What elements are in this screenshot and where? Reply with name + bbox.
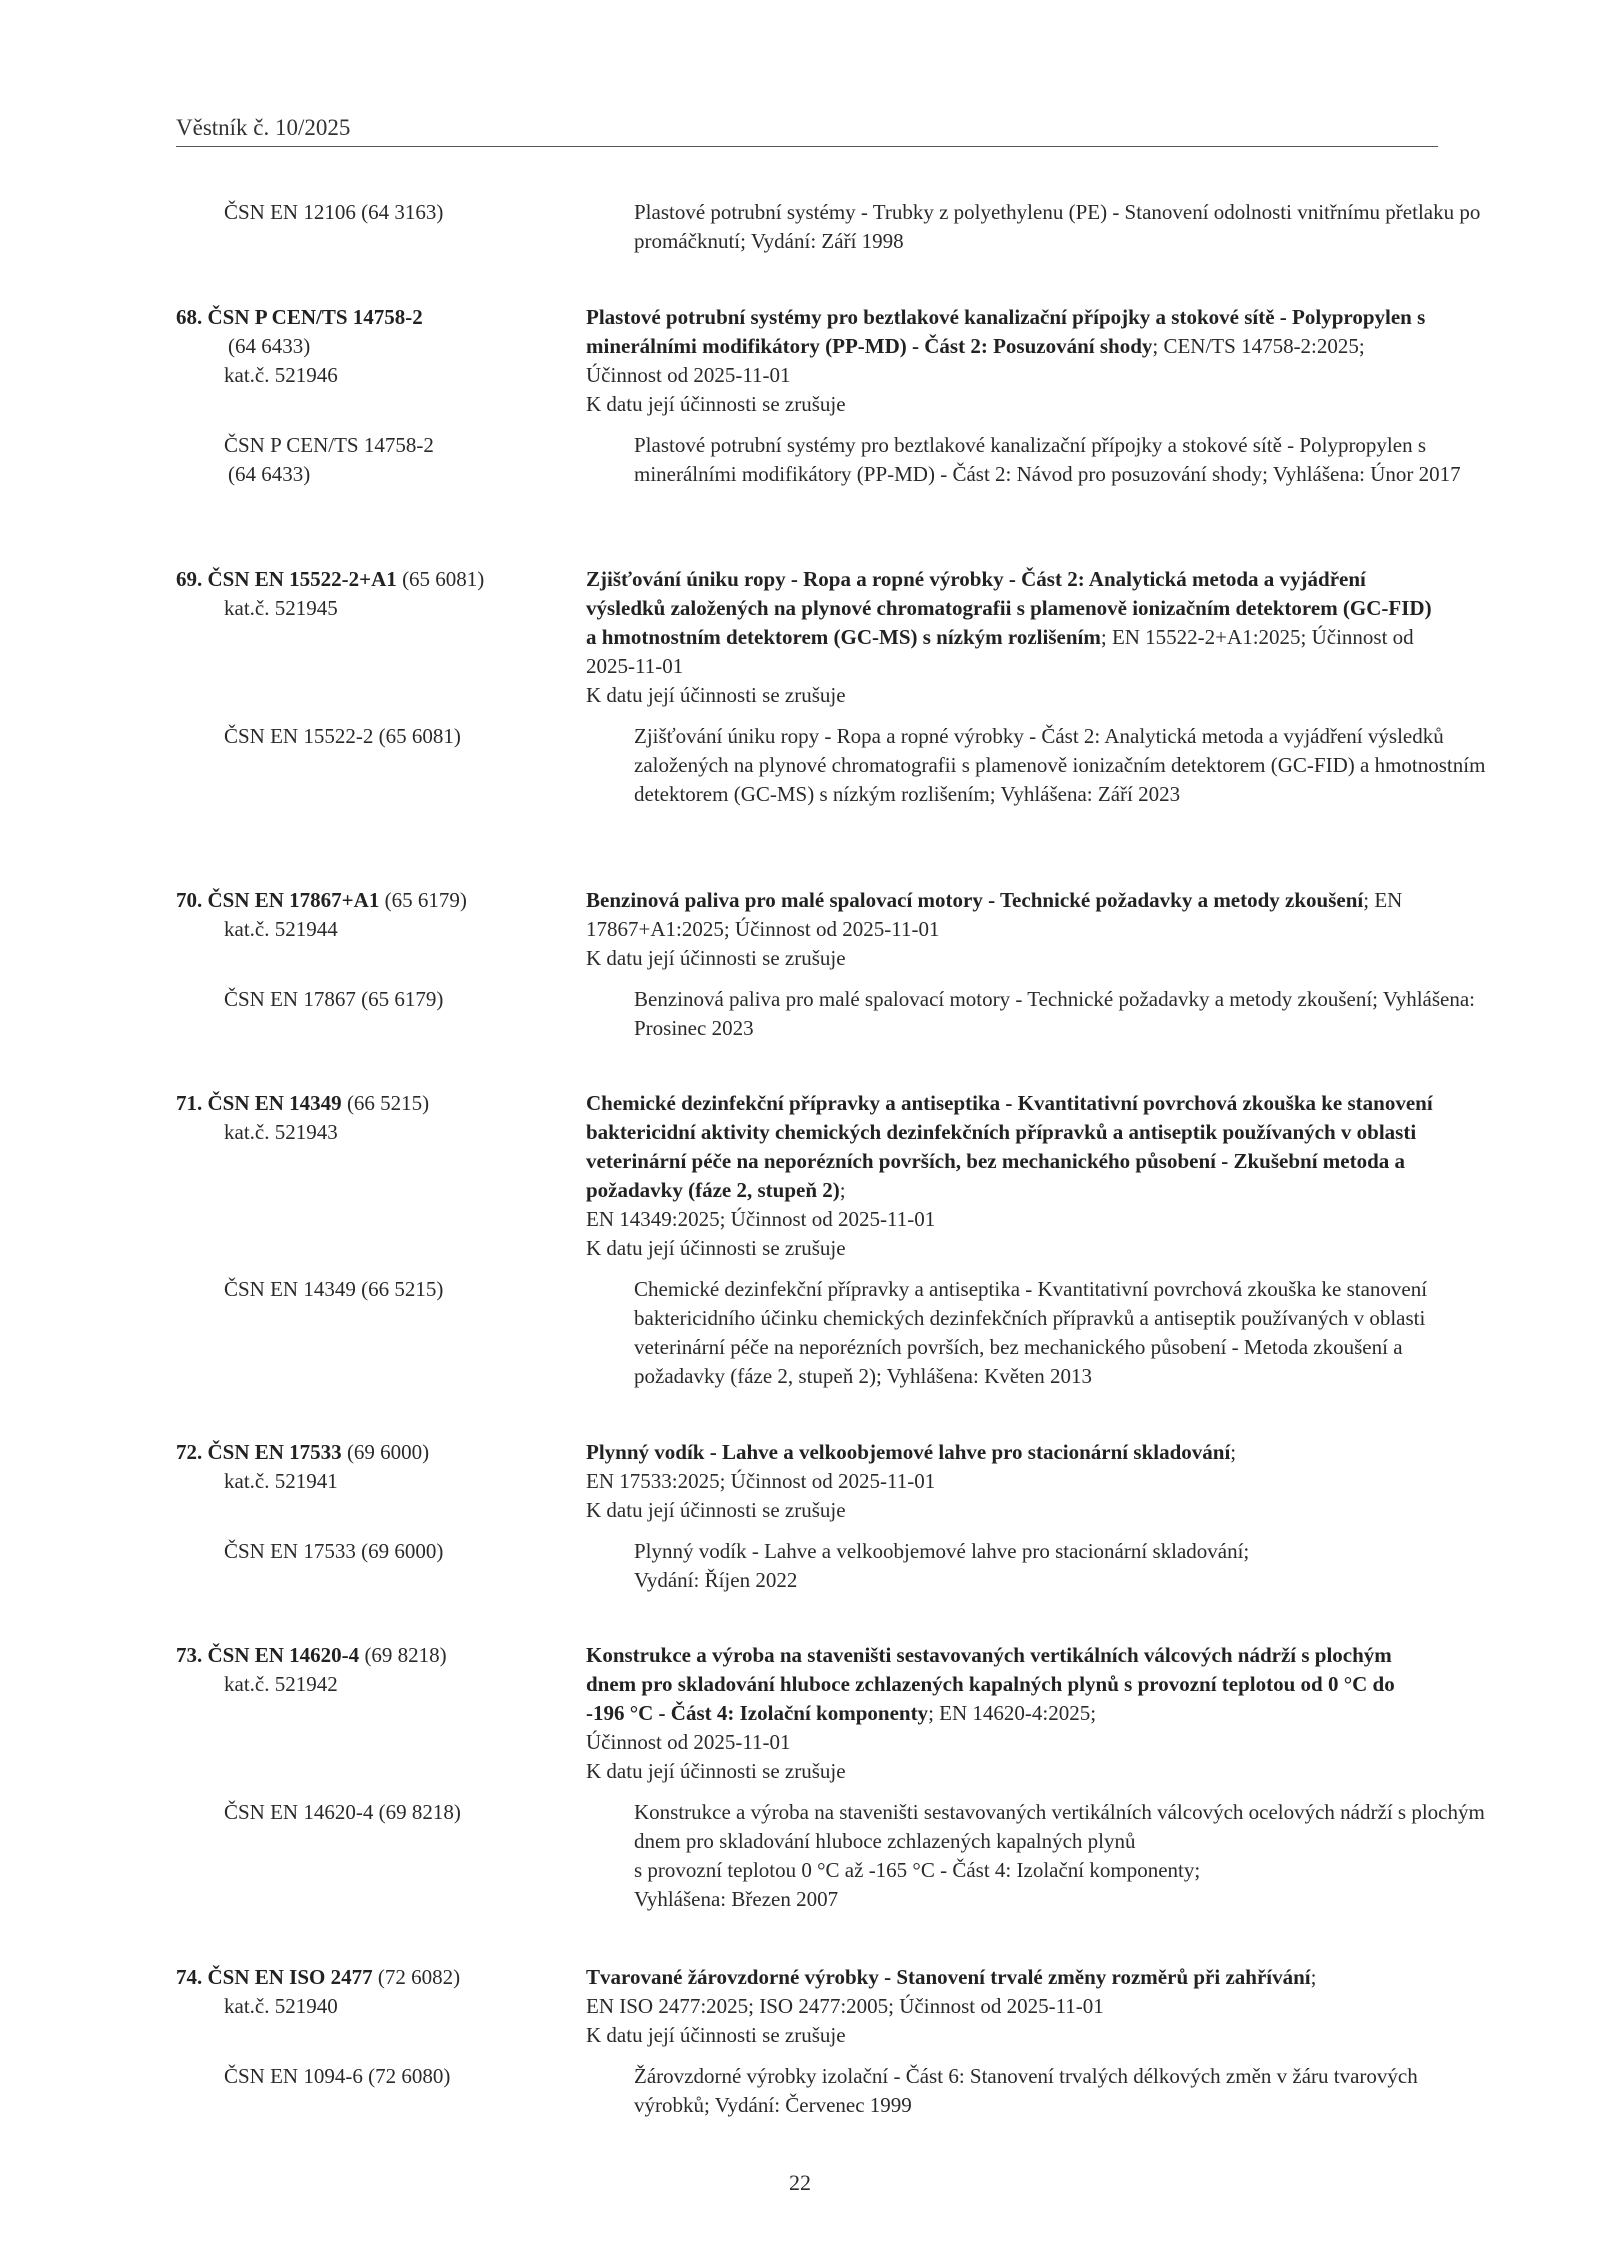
old-text: Benzinová paliva pro malé spalovací motory - Technické požadavky a metody zkoušení; Vyhlášena: Prosinec 2023: [634, 987, 1475, 1040]
old-code: ČSN P CEN/TS 14758-2: [224, 433, 434, 457]
entry-number: 71.: [176, 1091, 203, 1115]
standard-code: ČSN EN 14620-4: [207, 1643, 360, 1667]
page-number: 22: [789, 2170, 811, 2195]
standard-code: ČSN EN ISO 2477: [207, 1965, 373, 1989]
cancel-note: K datu její účinnosti se zrušuje: [586, 392, 846, 416]
standard-info: ;: [839, 1178, 846, 1202]
standard-title: Plastové potrubní systémy pro beztlakové kanalizační přípojky a stokové sítě - Polypropylen s minerálními modifikátory (PP-MD) - Část 2: Posuzování shody: [586, 305, 1426, 358]
standard-info-2: EN ISO 2477:2025; ISO 2477:2005; Účinnost od 2025-11-01: [586, 1994, 1104, 2018]
entry-number: 68.: [176, 305, 203, 329]
old-code: ČSN EN 17533 (69 6000): [224, 1539, 444, 1563]
catalog-number: kat.č. 521941: [224, 1469, 338, 1493]
old-code: ČSN EN 14620-4 (69 8218): [224, 1800, 461, 1824]
old-code: ČSN EN 14349 (66 5215): [224, 1277, 444, 1301]
class-code: (69 8218): [359, 1643, 447, 1667]
entry-number: 73.: [176, 1643, 203, 1667]
entry-69: [176, 565, 1486, 809]
standard-info: ;: [1310, 1965, 1317, 1989]
entry-71: [176, 1089, 1438, 1391]
standard-code: ČSN P CEN/TS 14758-2: [207, 305, 423, 329]
entry-number: 69.: [176, 567, 203, 591]
entry-number: 72.: [176, 1440, 203, 1464]
standard-code: ČSN EN 14349: [207, 1091, 342, 1115]
catalog-number: kat.č. 521943: [224, 1120, 338, 1144]
old-text: Žárovzdorné výrobky izolační - Část 6: Stanovení trvalých délkových změn v žáru tvarových výrobků; Vydání: Červenec 1999: [634, 2064, 1418, 2117]
standard-code: ČSN EN 17533: [207, 1440, 342, 1464]
catalog-number: kat.č. 521946: [224, 363, 338, 387]
class-code: (65 6081): [396, 567, 485, 591]
standard-info-2: EN 17533:2025; Účinnost od 2025-11-01: [586, 1469, 936, 1493]
standard-title: Tvarované žárovzdorné výrobky - Stanovení trvalé změny rozměrů při zahřívání: [586, 1965, 1311, 1989]
cancel-note: K datu její účinnosti se zrušuje: [586, 946, 846, 970]
catalog-number: kat.č. 521945: [224, 596, 338, 620]
old-code: ČSN EN 12106 (64 3163): [224, 200, 444, 224]
header-rule: [176, 146, 1438, 147]
class-code: (72 6082): [372, 1965, 461, 1989]
standard-code: ČSN EN 17867+A1: [207, 888, 380, 912]
class-code: (66 5215): [341, 1091, 430, 1115]
old-text: Plastové potrubní systémy pro beztlakové kanalizační přípojky a stokové sítě - Polypropylen s minerálními modifikátory (PP-MD) - Část 2: Návod pro posuzování shody; Vyhlášena: Únor 2017: [634, 433, 1461, 486]
old-code: ČSN EN 15522-2 (65 6081): [224, 724, 461, 748]
old-text: Zjišťování úniku ropy - Ropa a ropné výrobky - Část 2: Analytická metoda a vyjádření výsledků založených na plynové chromatografii s plamenově ionizačním detektorem (GC-FID) a hmotnostním detektorem (GC-MS) s nízkým rozlišením; Vyhlášena: Září 2023: [634, 724, 1486, 806]
standard-info-2: EN 14349:2025; Účinnost od 2025-11-01: [586, 1207, 936, 1231]
running-header: Věstník č. 10/2025: [176, 115, 351, 140]
standard-title: Zjišťování úniku ropy - Ropa a ropné výrobky - Část 2: Analytická metoda a vyjádření výsledků založených na plynové chromatografii s plamenově ionizačním detektorem (GC-FID) a hmotnostním detektorem (GC-MS) s nízkým rozlišením: [586, 567, 1432, 649]
old-text-2: s provozní teplotou 0 °C až -165 °C - Část 4: Izolační komponenty;: [634, 1858, 1201, 1882]
standard-info: ; EN 14620-4:2025;: [928, 1701, 1097, 1725]
old-text: Konstrukce a výroba na staveništi sestavovaných vertikálních válcových ocelových nádrží s plochým dnem pro skladování hluboce zchlazených kapalných plynů: [634, 1800, 1485, 1853]
old-text: Chemické dezinfekční přípravky a antiseptika - Kvantitativní povrchová zkouška ke stanovení baktericidního účinku chemických dezinfekčních přípravků a antiseptik používaných v oblasti veterinární péče na neporézních površích, bez mechanického působení - Metoda zkoušení a požadavky (fáze 2, stupeň 2); Vyhlášena: Květen 2013: [634, 1277, 1428, 1388]
standard-info: ; CEN/TS 14758-2:2025; Účinnost od 2025-11-01: [586, 334, 1365, 387]
standard-info: ;: [1230, 1440, 1237, 1464]
entry-68: [176, 303, 1461, 489]
entry-70: [176, 886, 1475, 1043]
catalog-number: kat.č. 521944: [224, 917, 338, 941]
standard-title: Benzinová paliva pro malé spalovací motory - Technické požadavky a metody zkoušení: [586, 888, 1364, 912]
old-code: ČSN EN 1094-6 (72 6080): [224, 2064, 451, 2088]
class-code: (69 6000): [341, 1440, 430, 1464]
old-class-code: (64 6433): [228, 462, 311, 486]
standard-info: ; EN 15522-2+A1:2025; Účinnost od 2025-11-01: [586, 625, 1414, 678]
cancel-note: K datu její účinnosti se zrušuje: [586, 1236, 846, 1260]
old-text-3: Vyhlášena: Březen 2007: [634, 1887, 839, 1911]
standard-code: ČSN EN 15522-2+A1: [207, 567, 397, 591]
catalog-number: kat.č. 521942: [224, 1672, 338, 1696]
old-code: ČSN EN 17867 (65 6179): [224, 987, 444, 1011]
standard-title: Plynný vodík - Lahve a velkoobjemové lahve pro stacionární skladování: [586, 1440, 1231, 1464]
cancel-note: K datu její účinnosti se zrušuje: [586, 1498, 846, 1522]
entry-73: [176, 1641, 1485, 1914]
entry-number: 70.: [176, 888, 203, 912]
old-text: Plastové potrubní systémy - Trubky z polyethylenu (PE) - Stanovení odolnosti vnitřnímu přetlaku po promáčknutí; Vydání: Září 1998: [634, 200, 1481, 253]
standard-title: Konstrukce a výroba na staveništi sestavovaných vertikálních válcových nádrží s plochým dnem pro skladování hluboce zchlazených kapalných plynů s provozní teplotou od 0 °C do -196 °C - Část 4: Izolační komponenty: [586, 1643, 1395, 1725]
standard-info: ; EN 17867+A1:2025; Účinnost od 2025-11-01: [586, 888, 1403, 941]
entry-number: 74.: [176, 1965, 203, 1989]
catalog-number: kat.č. 521940: [224, 1994, 338, 2018]
cancel-note: K datu její účinnosti se zrušuje: [586, 683, 846, 707]
standard-title: Chemické dezinfekční přípravky a antiseptika - Kvantitativní povrchová zkouška ke stanovení baktericidní aktivity chemických dezinfekčních přípravků a antiseptik používaných v oblasti veterinární péče na neporézních površích, bez mechanického působení - Zkušební metoda a požadavky (fáze 2, stupeň 2): [586, 1091, 1433, 1202]
entry-continued: [176, 198, 1481, 256]
old-text-2: Vydání: Říjen 2022: [634, 1568, 798, 1592]
entry-72: [176, 1438, 1438, 1595]
standard-info-2: Účinnost od 2025-11-01: [586, 1730, 791, 1754]
cancel-note: K datu její účinnosti se zrušuje: [586, 1759, 846, 1783]
class-code: (64 6433): [228, 334, 311, 358]
entry-74: [176, 1963, 1438, 2120]
old-text: Plynný vodík - Lahve a velkoobjemové lahve pro stacionární skladování;: [634, 1539, 1250, 1563]
cancel-note: K datu její účinnosti se zrušuje: [586, 2023, 846, 2047]
class-code: (65 6179): [379, 888, 467, 912]
